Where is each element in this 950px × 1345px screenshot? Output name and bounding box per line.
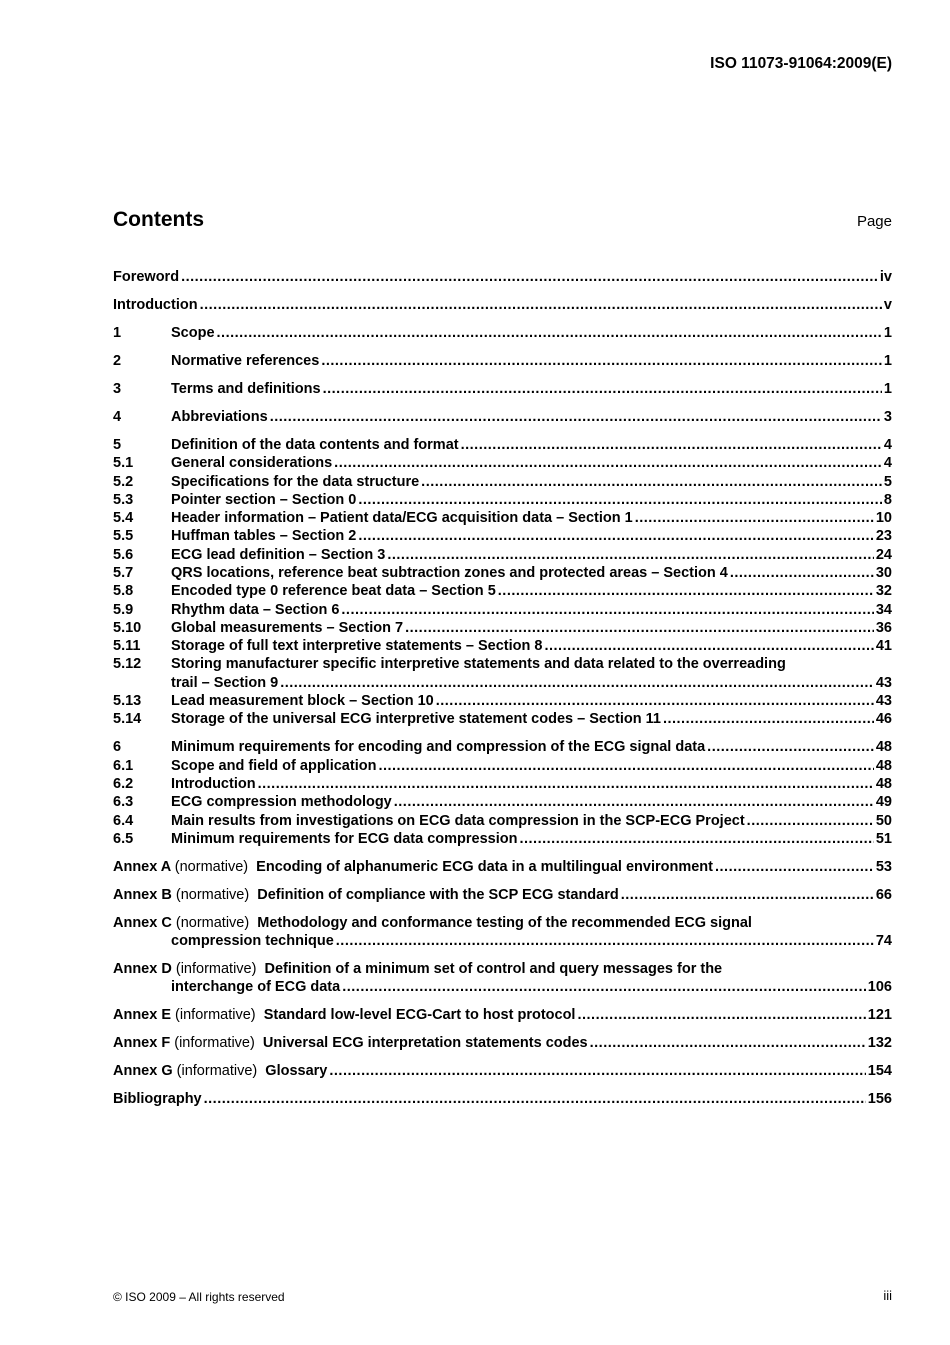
toc-number: 5.8	[113, 583, 134, 600]
annex-title: Methodology and conformance testing of the recommended ECG signal	[257, 914, 752, 931]
leader-dots	[323, 380, 882, 398]
toc-title: Specifications for the data structure	[171, 473, 420, 490]
toc-title: Introduction	[113, 296, 198, 313]
toc-title	[113, 1062, 327, 1080]
toc-entry-5-13[interactable]	[113, 692, 892, 710]
toc-page: 5	[883, 473, 892, 490]
toc-entry-5-3[interactable]	[113, 491, 892, 509]
toc-title-line1	[113, 960, 722, 978]
toc-entry-6-3[interactable]	[113, 793, 892, 811]
toc-page: 1	[883, 352, 892, 369]
toc-entry-annex-f[interactable]	[113, 1034, 892, 1052]
leader-dots	[577, 1006, 865, 1024]
leader-dots	[200, 296, 882, 314]
toc-page: 10	[875, 510, 892, 527]
annex-type: (normative)	[175, 886, 250, 903]
toc-entry-2[interactable]	[113, 352, 892, 370]
toc-page: 24	[875, 546, 892, 563]
annex-label: Annex D	[113, 961, 172, 978]
toc-page: 49	[875, 794, 892, 811]
toc-title: Terms and definitions	[171, 380, 321, 397]
leader-dots	[498, 582, 874, 600]
toc-entry-5-2[interactable]	[113, 473, 892, 491]
toc-number: 6.5	[113, 830, 134, 847]
toc-entry-5-6[interactable]	[113, 546, 892, 564]
toc-title: Global measurements – Section 7	[171, 619, 404, 636]
toc-page: 1	[883, 324, 892, 341]
toc-entry-4[interactable]	[113, 408, 892, 426]
toc-page: 74	[875, 933, 892, 950]
toc-entry-5-14[interactable]	[113, 710, 892, 728]
toc-number: 5.5	[113, 528, 134, 545]
annex-label: Annex G	[113, 1063, 173, 1080]
annex-title: Definition of a minimum set of control and query messages for the	[264, 961, 723, 978]
annex-label: Annex A	[113, 858, 171, 875]
annex-type: (informative)	[176, 1063, 258, 1080]
toc-page: 23	[875, 528, 892, 545]
toc-title: Minimum requirements for ECG data compression	[171, 830, 518, 847]
leader-dots	[421, 473, 882, 491]
leader-dots	[358, 527, 874, 545]
leader-dots	[329, 1062, 865, 1080]
toc-page: 36	[875, 619, 892, 636]
leader-dots	[436, 692, 874, 710]
page-number: iii	[883, 1288, 892, 1303]
toc-title: Foreword	[113, 269, 180, 285]
toc-entry-6-5[interactable]	[113, 830, 892, 848]
toc-entry-annex-c[interactable]	[113, 914, 892, 951]
toc-entry-5-8[interactable]	[113, 582, 892, 600]
annex-title: Glossary	[265, 1063, 328, 1080]
toc-page: 48	[875, 739, 892, 756]
toc-entry-5-4[interactable]	[113, 509, 892, 527]
leader-dots	[663, 710, 874, 728]
annex-title: Encoding of alphanumeric ECG data in a multilingual environment	[256, 858, 713, 875]
toc-title: Scope	[171, 324, 215, 341]
toc-title: General considerations	[171, 455, 333, 472]
toc-page: 106	[867, 979, 892, 996]
toc-page: 43	[875, 674, 892, 691]
title-row	[113, 208, 892, 232]
toc-number: 5.1	[113, 455, 134, 472]
toc-entry-annex-a[interactable]	[113, 858, 892, 876]
toc-number: 6.2	[113, 775, 134, 792]
toc-page: 156	[867, 1091, 892, 1108]
toc-title-line2: interchange of ECG data	[171, 979, 341, 996]
toc-number: 5.7	[113, 564, 134, 581]
toc-entry-5-7[interactable]	[113, 564, 892, 582]
toc-entry-annex-b[interactable]	[113, 886, 892, 904]
leader-dots	[258, 775, 874, 793]
toc-page: 30	[875, 564, 892, 581]
toc-page: 132	[867, 1035, 892, 1052]
toc-number: 5.13	[113, 693, 142, 710]
toc-title: Normative references	[171, 352, 320, 369]
toc-page: 41	[875, 638, 892, 655]
toc-title: Scope and field of application	[171, 757, 377, 774]
leader-dots	[387, 546, 874, 564]
toc-title-line2: compression technique	[171, 933, 334, 950]
toc-title	[113, 1034, 588, 1052]
toc-title: Bibliography	[113, 1091, 202, 1108]
leader-dots	[342, 978, 866, 996]
toc-number: 3	[113, 380, 122, 397]
toc-title	[113, 886, 619, 904]
toc-page: 51	[875, 830, 892, 847]
toc-number: 5.11	[113, 638, 141, 655]
toc-title	[113, 858, 713, 876]
toc-entry-1[interactable]	[113, 324, 892, 342]
leader-dots	[707, 738, 874, 756]
leader-dots	[280, 674, 874, 692]
toc-number: 2	[113, 352, 122, 369]
toc-title: ECG lead definition – Section 3	[171, 546, 386, 563]
toc-page: 4	[883, 455, 892, 472]
document-id: ISO 11073-91064:2009(E)	[710, 55, 892, 72]
leader-dots	[621, 886, 874, 904]
toc-number: 5	[113, 436, 122, 453]
toc-page: 48	[875, 775, 892, 792]
toc-entry-5-1[interactable]	[113, 454, 892, 472]
toc-entry-6-4[interactable]	[113, 812, 892, 830]
toc-entry-6[interactable]	[113, 738, 892, 756]
annex-label: Annex E	[113, 1007, 172, 1024]
toc-entry-5-10[interactable]	[113, 619, 892, 637]
toc-page: 53	[875, 858, 892, 875]
leader-dots	[715, 858, 874, 876]
toc-entry-5-12[interactable]	[113, 655, 892, 692]
toc-title: Minimum requirements for encoding and compression of the ECG signal data	[171, 739, 706, 756]
annex-label: Annex C	[113, 914, 172, 931]
toc-entry-annex-g[interactable]	[113, 1062, 892, 1080]
annex-title: Definition of compliance with the SCP ECG standard	[257, 886, 619, 903]
annex-label: Annex B	[113, 886, 172, 903]
toc-page: iv	[879, 269, 892, 285]
toc-page: 46	[875, 711, 892, 728]
toc-entry-5[interactable]	[113, 436, 892, 454]
toc-title: Rhythm data – Section 6	[171, 601, 340, 618]
toc-title: Lead measurement block – Section 10	[171, 693, 434, 710]
leader-dots	[181, 268, 878, 286]
toc-entry-3[interactable]	[113, 380, 892, 398]
toc-number: 1	[113, 324, 122, 341]
toc-number: 5.4	[113, 510, 134, 527]
toc-entry-6-2[interactable]	[113, 775, 892, 793]
table-of-contents	[113, 268, 892, 1118]
toc-page: v	[883, 296, 892, 313]
toc-title: Huffman tables – Section 2	[171, 528, 357, 545]
toc-entry-annex-e[interactable]	[113, 1006, 892, 1024]
toc-page: 1	[883, 380, 892, 397]
toc-entry-6-1[interactable]	[113, 757, 892, 775]
toc-number: 5.12	[113, 656, 142, 673]
leader-dots	[270, 408, 882, 426]
toc-number: 6.4	[113, 812, 134, 829]
leader-dots	[358, 491, 882, 509]
leader-dots	[334, 454, 882, 472]
page-column-label: Page	[856, 213, 892, 230]
toc-page: 48	[875, 757, 892, 774]
toc-title: Abbreviations	[171, 408, 268, 425]
leader-dots	[378, 757, 873, 775]
toc-title: Storage of full text interpretive statements – Section 8	[171, 638, 543, 655]
toc-page: 66	[875, 886, 892, 903]
toc-title: Storage of the universal ECG interpretive statement codes – Section 11	[171, 711, 661, 728]
page-title: Contents	[113, 208, 204, 231]
annex-type: (informative)	[174, 1035, 255, 1052]
leader-dots	[341, 601, 873, 619]
toc-page: 121	[867, 1007, 892, 1024]
toc-title: Definition of the data contents and format	[171, 436, 459, 453]
annex-label: Annex F	[113, 1035, 171, 1052]
toc-number: 5.6	[113, 546, 134, 563]
toc-number: 6	[113, 739, 122, 756]
leader-dots	[204, 1090, 866, 1108]
leader-dots	[394, 793, 874, 811]
leader-dots	[217, 324, 882, 342]
leader-dots	[730, 564, 874, 582]
toc-title-line1: Storing manufacturer specific interpretive statements and data related to the overreading	[171, 656, 786, 673]
annex-type: (normative)	[175, 914, 250, 931]
copyright-notice: © ISO 2009 – All rights reserved	[113, 1290, 285, 1304]
toc-page: 50	[875, 812, 892, 829]
toc-entry-5-9[interactable]	[113, 601, 892, 619]
leader-dots	[461, 436, 882, 454]
toc-entry-5-5[interactable]	[113, 527, 892, 545]
leader-dots	[635, 509, 874, 527]
annex-title: Standard low-level ECG-Cart to host protocol	[263, 1007, 576, 1024]
toc-title: Header information – Patient data/ECG acquisition data – Section 1	[171, 510, 633, 527]
leader-dots	[590, 1034, 866, 1052]
toc-title: QRS locations, reference beat subtraction zones and protected areas – Section 4	[171, 564, 728, 581]
toc-title-line2: trail – Section 9	[171, 674, 279, 691]
toc-number: 5.10	[113, 619, 142, 636]
toc-page: 154	[867, 1063, 892, 1080]
leader-dots	[336, 932, 874, 950]
toc-page: 3	[883, 408, 892, 425]
toc-number: 6.3	[113, 794, 134, 811]
toc-entry-introduction[interactable]	[113, 296, 892, 314]
toc-number: 4	[113, 408, 122, 425]
toc-page: 32	[875, 583, 892, 600]
toc-title: Pointer section – Section 0	[171, 491, 357, 508]
toc-title: Main results from investigations on ECG data compression in the SCP-ECG Project	[171, 812, 745, 829]
leader-dots	[519, 830, 873, 848]
leader-dots	[405, 619, 874, 637]
annex-type: (informative)	[175, 1007, 256, 1024]
toc-entry-bibliography[interactable]	[113, 1090, 892, 1108]
toc-number: 5.14	[113, 711, 142, 728]
toc-page: 8	[883, 491, 892, 508]
toc-title: Encoded type 0 reference beat data – Section 5	[171, 583, 496, 600]
leader-dots	[747, 812, 874, 830]
toc-number: 5.3	[113, 491, 134, 508]
annex-title: Universal ECG interpretation statements codes	[262, 1035, 588, 1052]
toc-page: 34	[875, 601, 892, 618]
toc-page: 43	[875, 693, 892, 710]
leader-dots	[544, 637, 873, 655]
toc-page: 4	[883, 436, 892, 453]
toc-title: ECG compression methodology	[171, 794, 392, 811]
toc-title: Introduction	[171, 775, 256, 792]
toc-number: 5.9	[113, 601, 134, 618]
toc-entry-5-11[interactable]	[113, 637, 892, 655]
annex-type: (informative)	[175, 961, 257, 978]
toc-title	[113, 1006, 575, 1024]
toc-number: 6.1	[113, 757, 134, 774]
leader-dots	[321, 352, 882, 370]
toc-entry-annex-d[interactable]	[113, 960, 892, 997]
annex-type: (normative)	[174, 858, 249, 875]
toc-title-line1	[113, 914, 752, 932]
toc-number: 5.2	[113, 473, 134, 490]
toc-entry-foreword[interactable]	[113, 268, 892, 286]
